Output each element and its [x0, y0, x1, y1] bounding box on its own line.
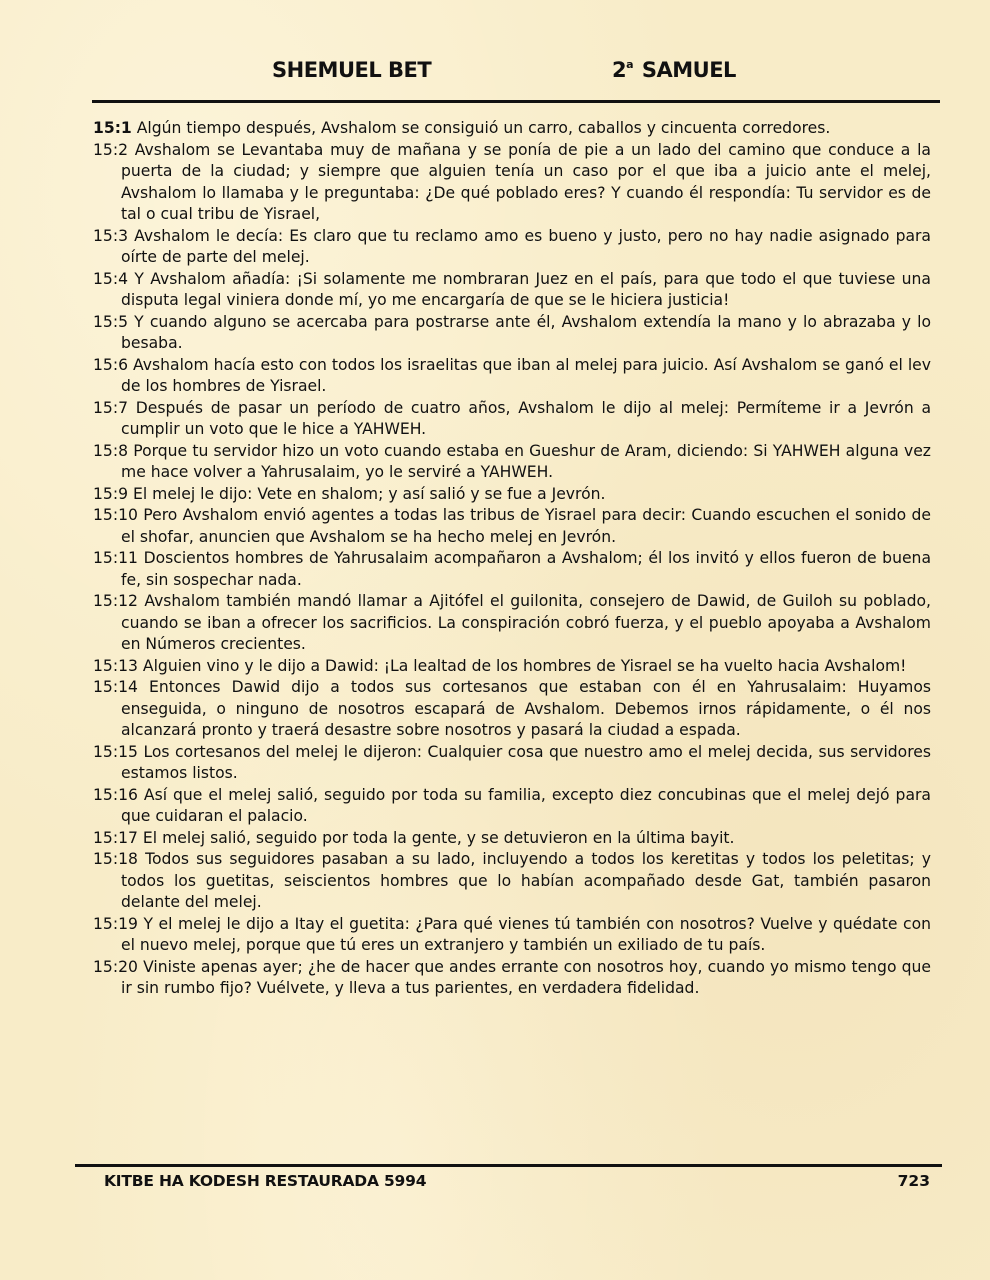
verse [93, 441, 931, 484]
verse-ref: 15:5 [93, 312, 129, 331]
header-rule [92, 100, 940, 103]
verse-ref: 15:9 [93, 484, 129, 503]
verse-text: Y el melej le dijo a Itay el guetita: ¿Para qué vienes tú también con nosotros? Vuelve y quédate con el nuevo melej, porque que tú eres un extranjero y también un exiliado de tu país. [121, 914, 931, 954]
verse [93, 849, 931, 914]
book-number: 2 [612, 58, 627, 82]
verse-text: Avshalom se Levantaba muy de mañana y se ponía de pie a un lado del camino que conduce a la puerta de la ciudad; y siempre que alguien tenía un caso por el que iba a juicio ante el melej, Avshalom lo llamaba y le preguntaba: ¿De qué poblado eres? Y cuando él respondía: Tu servidor es de tal o cual tribu de Yisrael, [121, 140, 931, 223]
book-title-spanish [612, 58, 736, 82]
verse [93, 957, 931, 1000]
verse-ref: 15:16 [93, 785, 138, 804]
verse-text: El melej le dijo: Vete en shalom; y así salió y se fue a Jevrón. [133, 484, 606, 503]
page-number: 723 [897, 1172, 930, 1190]
verse-text: Y cuando alguno se acercaba para postrarse ante él, Avshalom extendía la mano y lo abrazaba y lo besaba. [121, 312, 931, 352]
footer-rule [75, 1164, 942, 1167]
verse [93, 548, 931, 591]
verse [93, 226, 931, 269]
book-title-hebrew: SHEMUEL BET [272, 58, 432, 82]
verse [93, 484, 931, 506]
verse-text: Avshalom también mandó llamar a Ajitófel el guilonita, consejero de Dawid, de Guiloh su poblado, cuando se iban a ofrecer los sacrificios. La conspiración cobró fuerza, y el pueblo apoyaba a Avshalom en Números crecientes. [121, 592, 931, 653]
verse [93, 140, 931, 226]
verse-ref: 15:7 [93, 398, 129, 417]
verse [93, 828, 931, 850]
verse-text: Viniste apenas ayer; ¿he de hacer que andes errante con nosotros hoy, cuando yo mismo tengo que ir sin rumbo fijo? Vuélvete, y lleva a tus parientes, en verdadera fidelidad. [121, 957, 931, 997]
verse-ref: 15:19 [93, 914, 138, 933]
verse-text: Entonces Dawid dijo a todos sus cortesanos que estaban con él en Yahrusalaim: Huyamos enseguida, o ninguno de nosotros escapará de Avshalom. Debemos irnos rápidamente, o él nos alcanzará pronto y traerá desastre sobre nosotros y pasará la ciudad a espada. [121, 678, 931, 739]
verse [93, 677, 931, 742]
verse-text: Todos sus seguidores pasaban a su lado, incluyendo a todos los keretitas y todos los peletitas; y todos los guetitas, seiscientos hombres que lo habían acompañado desde Gat, también pasaron delante del melej. [121, 850, 931, 911]
verse-list [93, 118, 931, 1000]
verse-text: Doscientos hombres de Yahrusalaim acompañaron a Avshalom; él los invitó y ellos fueron de buena fe, sin sospechar nada. [121, 549, 931, 589]
verse [93, 656, 931, 678]
verse [93, 398, 931, 441]
verse-ref: 15:10 [93, 506, 138, 524]
verse-text: Porque tu servidor hizo un voto cuando estaba en Gueshur de Aram, diciendo: Si YAHWEH alguna vez me hace volver a Yahrusalaim, yo le serviré a YAHWEH. [121, 441, 931, 481]
verse-ref: 15:18 [93, 850, 138, 868]
verse-ref: 15:20 [93, 957, 138, 976]
verse-ref: 15:3 [93, 226, 129, 245]
verse [93, 355, 931, 398]
verse-text: Alguien vino y le dijo a Dawid: ¡La lealtad de los hombres de Yisrael se ha vuelto hacia Avshalom! [142, 656, 907, 675]
verse-ref: 15:17 [93, 828, 138, 847]
verse-ref: 15:12 [93, 592, 138, 610]
verse-ref: 15:15 [93, 742, 138, 761]
verse-text: Después de pasar un período de cuatro años, Avshalom le dijo al melej: Permíteme ir a Jevrón a cumplir un voto que le hice a YAHWEH. [121, 398, 931, 438]
verse [93, 785, 931, 828]
verse-text: Algún tiempo después, Avshalom se consiguió un carro, caballos y cincuenta corredores. [136, 119, 831, 137]
footer-book-title: KITBE HA KODESH RESTAURADA 5994 [104, 1172, 427, 1190]
verse-ref: 15:6 [93, 355, 129, 374]
verse-ref: 15:4 [93, 269, 129, 288]
verse-text: Avshalom le decía: Es claro que tu reclamo amo es bueno y justo, pero no hay nadie asignado para oírte de parte del melej. [121, 226, 931, 266]
verse [93, 591, 931, 656]
verse [93, 118, 931, 140]
verse-ref: 15:13 [93, 656, 138, 675]
verse-ref: 15:14 [93, 678, 138, 696]
verse-text: Pero Avshalom envió agentes a todas las tribus de Yisrael para decir: Cuando escuchen el sonido de el shofar, anuncien que Avshalom se ha hecho melej en Jevrón. [121, 506, 931, 546]
verse-text: Y Avshalom añadía: ¡Si solamente me nombraran Juez en el país, para que todo el que tuviese una disputa legal viniera donde mí, yo me encargaría de que se le hiciera justicia! [121, 269, 931, 309]
verse-text: Los cortesanos del melej le dijeron: Cualquier cosa que nuestro amo el melej decida, sus servidores estamos listos. [121, 742, 931, 782]
verse [93, 505, 931, 548]
verse [93, 914, 931, 957]
book-name: SAMUEL [641, 58, 736, 82]
page-header [0, 58, 990, 92]
verse-ref: 15:8 [93, 441, 129, 460]
verse-ref: 15:2 [93, 140, 129, 159]
verse [93, 312, 931, 355]
verse-text: El melej salió, seguido por toda la gente, y se detuvieron en la última bayit. [142, 828, 735, 847]
verse-text: Así que el melej salió, seguido por toda su familia, excepto diez concubinas que el melej dejó para que cuidaran el palacio. [121, 785, 931, 825]
verse-ref: 15:1 [93, 119, 132, 137]
verse-text: Avshalom hacía esto con todos los israelitas que iban al melej para juicio. Así Avshalom se ganó el lev de los hombres de Yisrael. [121, 355, 931, 395]
ordinal-indicator: a [626, 58, 634, 71]
verse-ref: 15:11 [93, 549, 138, 567]
verse [93, 269, 931, 312]
verse [93, 742, 931, 785]
